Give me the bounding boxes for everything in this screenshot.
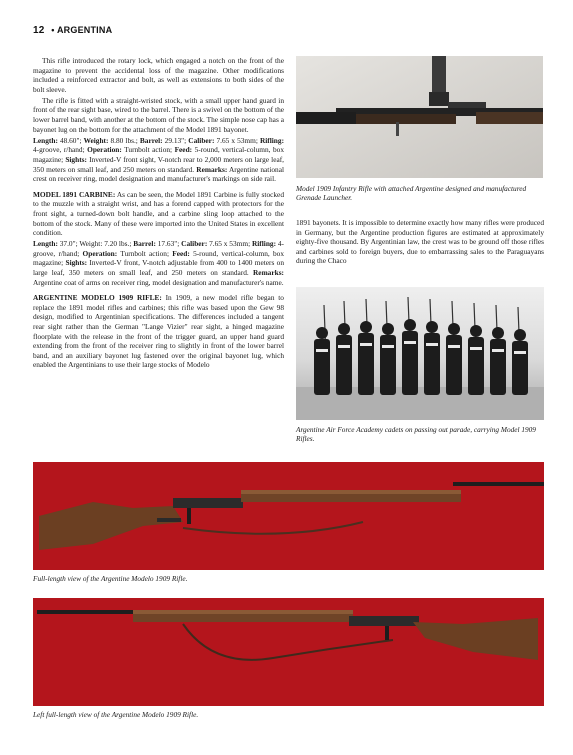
spec-value: Argentine coat of arms on receiver ring, model designation and manufacturer's name. xyxy=(33,277,284,287)
spec-value: 4-groove, r/hand; xyxy=(33,239,284,258)
spec-label: Rifling: xyxy=(259,135,285,145)
carbine-heading: MODEL 1891 CARBINE: xyxy=(33,189,116,199)
spec-value: 5-round, vertical-column, box magazine; xyxy=(33,248,284,268)
spec-value: 29.13"; xyxy=(162,135,189,145)
spec-value: 37.0"; Weight: 7.20 lbs.; xyxy=(57,239,134,249)
spec-block-1909-rifle xyxy=(33,136,284,184)
spec-value: 4-groove, r/hand; xyxy=(33,145,88,155)
paragraph-rotary-lock: This rifle introduced the rotary lock, which engaged a notch on the front of the magazine to prevent the accidental loss of the magazine. Other modifications included a reinforced extractor and bolt, as well as extensions to both sides of the bolt sleeve. xyxy=(33,56,284,94)
spec-label: Feed: xyxy=(174,145,193,155)
spec-value: 7.65 x 53mm; xyxy=(214,135,260,145)
spec-label: Barrel: xyxy=(139,135,163,145)
spec-value: Turnbolt action; xyxy=(117,248,173,258)
spec-value: 7.65 x 53mm; xyxy=(207,239,252,249)
caption-cadets-parade: Argentine Air Force Academy cadets on passing out parade, carrying Model 1909 Rifles. xyxy=(296,425,536,444)
spec-label: Sights: xyxy=(65,258,88,268)
photo-cadets-parade xyxy=(296,287,544,420)
caption-left-full-length-rifle: Left full-length view of the Argentine Modelo 1909 Rifle. xyxy=(33,710,199,719)
page-number: 12 xyxy=(33,25,45,36)
spec-value: 48.60"; xyxy=(57,135,84,145)
full-length-rifle-image xyxy=(33,462,544,570)
spec-label: Operation: xyxy=(82,248,118,258)
spec-label: Sights: xyxy=(65,154,87,164)
spec-label: Weight: xyxy=(83,135,109,145)
spec-block-carbine xyxy=(33,239,284,287)
spec-label: Caliber: xyxy=(181,239,208,249)
section-title: ARGENTINA xyxy=(56,25,113,35)
photo-left-full-length-rifle xyxy=(33,598,544,706)
spec-label: Feed: xyxy=(172,248,190,258)
modelo-1909-text: In 1909, a new model rifle began to replace the 1891 model rifles and carbines; this rifle was based upon the Gew 98 design, modified to Argentinian specifications. The differences included a tangent rear sight rather than the German "Lange Vizier" rear sight, a hinged magazine floorplate with the release in the front of the trigger guard, an upper hand guard extending from the front of the receiver ring to slightly in front of the lower barrel band, and an auxiliary bayonet lug fastened over the original bayonet lug, which enabled the Argentinians to use their large stocks of Modelo xyxy=(33,293,284,370)
spec-label: Operation: xyxy=(87,145,122,155)
spec-label: Rifling: xyxy=(251,239,277,249)
spec-label: Barrel: xyxy=(133,239,156,249)
modelo-1909-heading: ARGENTINE MODELO 1909 RIFLE: xyxy=(33,293,162,303)
photo-full-length-rifle xyxy=(33,462,544,570)
running-header xyxy=(33,25,112,36)
photo-grenade-launcher-rifle xyxy=(296,56,543,178)
spec-label: Length: xyxy=(33,135,58,145)
right-text-column: 1891 bayonets. It is impossible to determine exactly how many rifles were produced in Germany, but the Argentine production figures are estimated at approximately eighty-five thousand. By Argentinian law, the crest was to be ground off those rifles and carbines sold to foreign buyers, due to embarrassing sales to the Paraguayans during the Chaco xyxy=(296,218,544,266)
paragraph-carbine xyxy=(33,190,284,238)
spec-label: Remarks: xyxy=(196,164,228,174)
left-text-column xyxy=(33,56,284,371)
spec-value: 8.80 lbs.; xyxy=(108,135,140,145)
spec-value: 17.63"; xyxy=(155,239,182,249)
caption-grenade-launcher: Model 1909 Infantry Rifle with attached Argentine designed and manufactured Grenade Launcher. xyxy=(296,184,527,203)
caption-full-length-rifle: Full-length view of the Argentine Modelo 1909 Rifle. xyxy=(33,574,188,583)
carbine-text: As can be seen, the Model 1891 Carbine is fully stocked to the muzzle with a straight wrist, and has a forend capped with protectors for the front sight, a turned-down bolt handle, and a carbine sling loop attached to the bottom of the stock. Many of these were imported into the United States in excellent condition. xyxy=(33,189,284,238)
spec-value: Argentine national crest on receiver ring, model designation and manufacturer's markings on side rail. xyxy=(33,164,285,184)
paragraph-modelo-1909 xyxy=(33,293,284,370)
spec-label: Caliber: xyxy=(188,135,215,145)
spec-value: Turnbolt action; xyxy=(121,145,175,155)
left-full-length-rifle-image xyxy=(33,598,544,706)
paragraph-stock: The rifle is fitted with a straight-wristed stock, with a small upper hand guard in front of the rear sight base, wired to the barrel. There is a swivel on the bottom of the lower barrel band, with another at the bottom of the stock. The simple nose cap has a bayonet lug on the bottom for the attachment of the Model 1891 bayonet. xyxy=(33,95,284,134)
spec-label: Remarks: xyxy=(253,267,284,277)
spec-value: Inverted-V front sight, V-notch rear to 2,000 meters on large leaf, 350 meters on small leaf, and 250 meters on standard. xyxy=(33,154,284,174)
spec-label: Length: xyxy=(33,239,58,249)
spec-value: Inverted-V front, V-notch adjustable from 400 to 1400 meters on large leaf, 350 meters on small leaf, and 250 meters on standard. xyxy=(33,258,284,277)
spec-value: 5-round, vertical-column, box magazine; xyxy=(33,145,284,164)
header-separator: • xyxy=(51,25,55,35)
cadets-parade-image xyxy=(296,287,544,420)
rifle-grenade-launcher-image xyxy=(296,56,543,178)
